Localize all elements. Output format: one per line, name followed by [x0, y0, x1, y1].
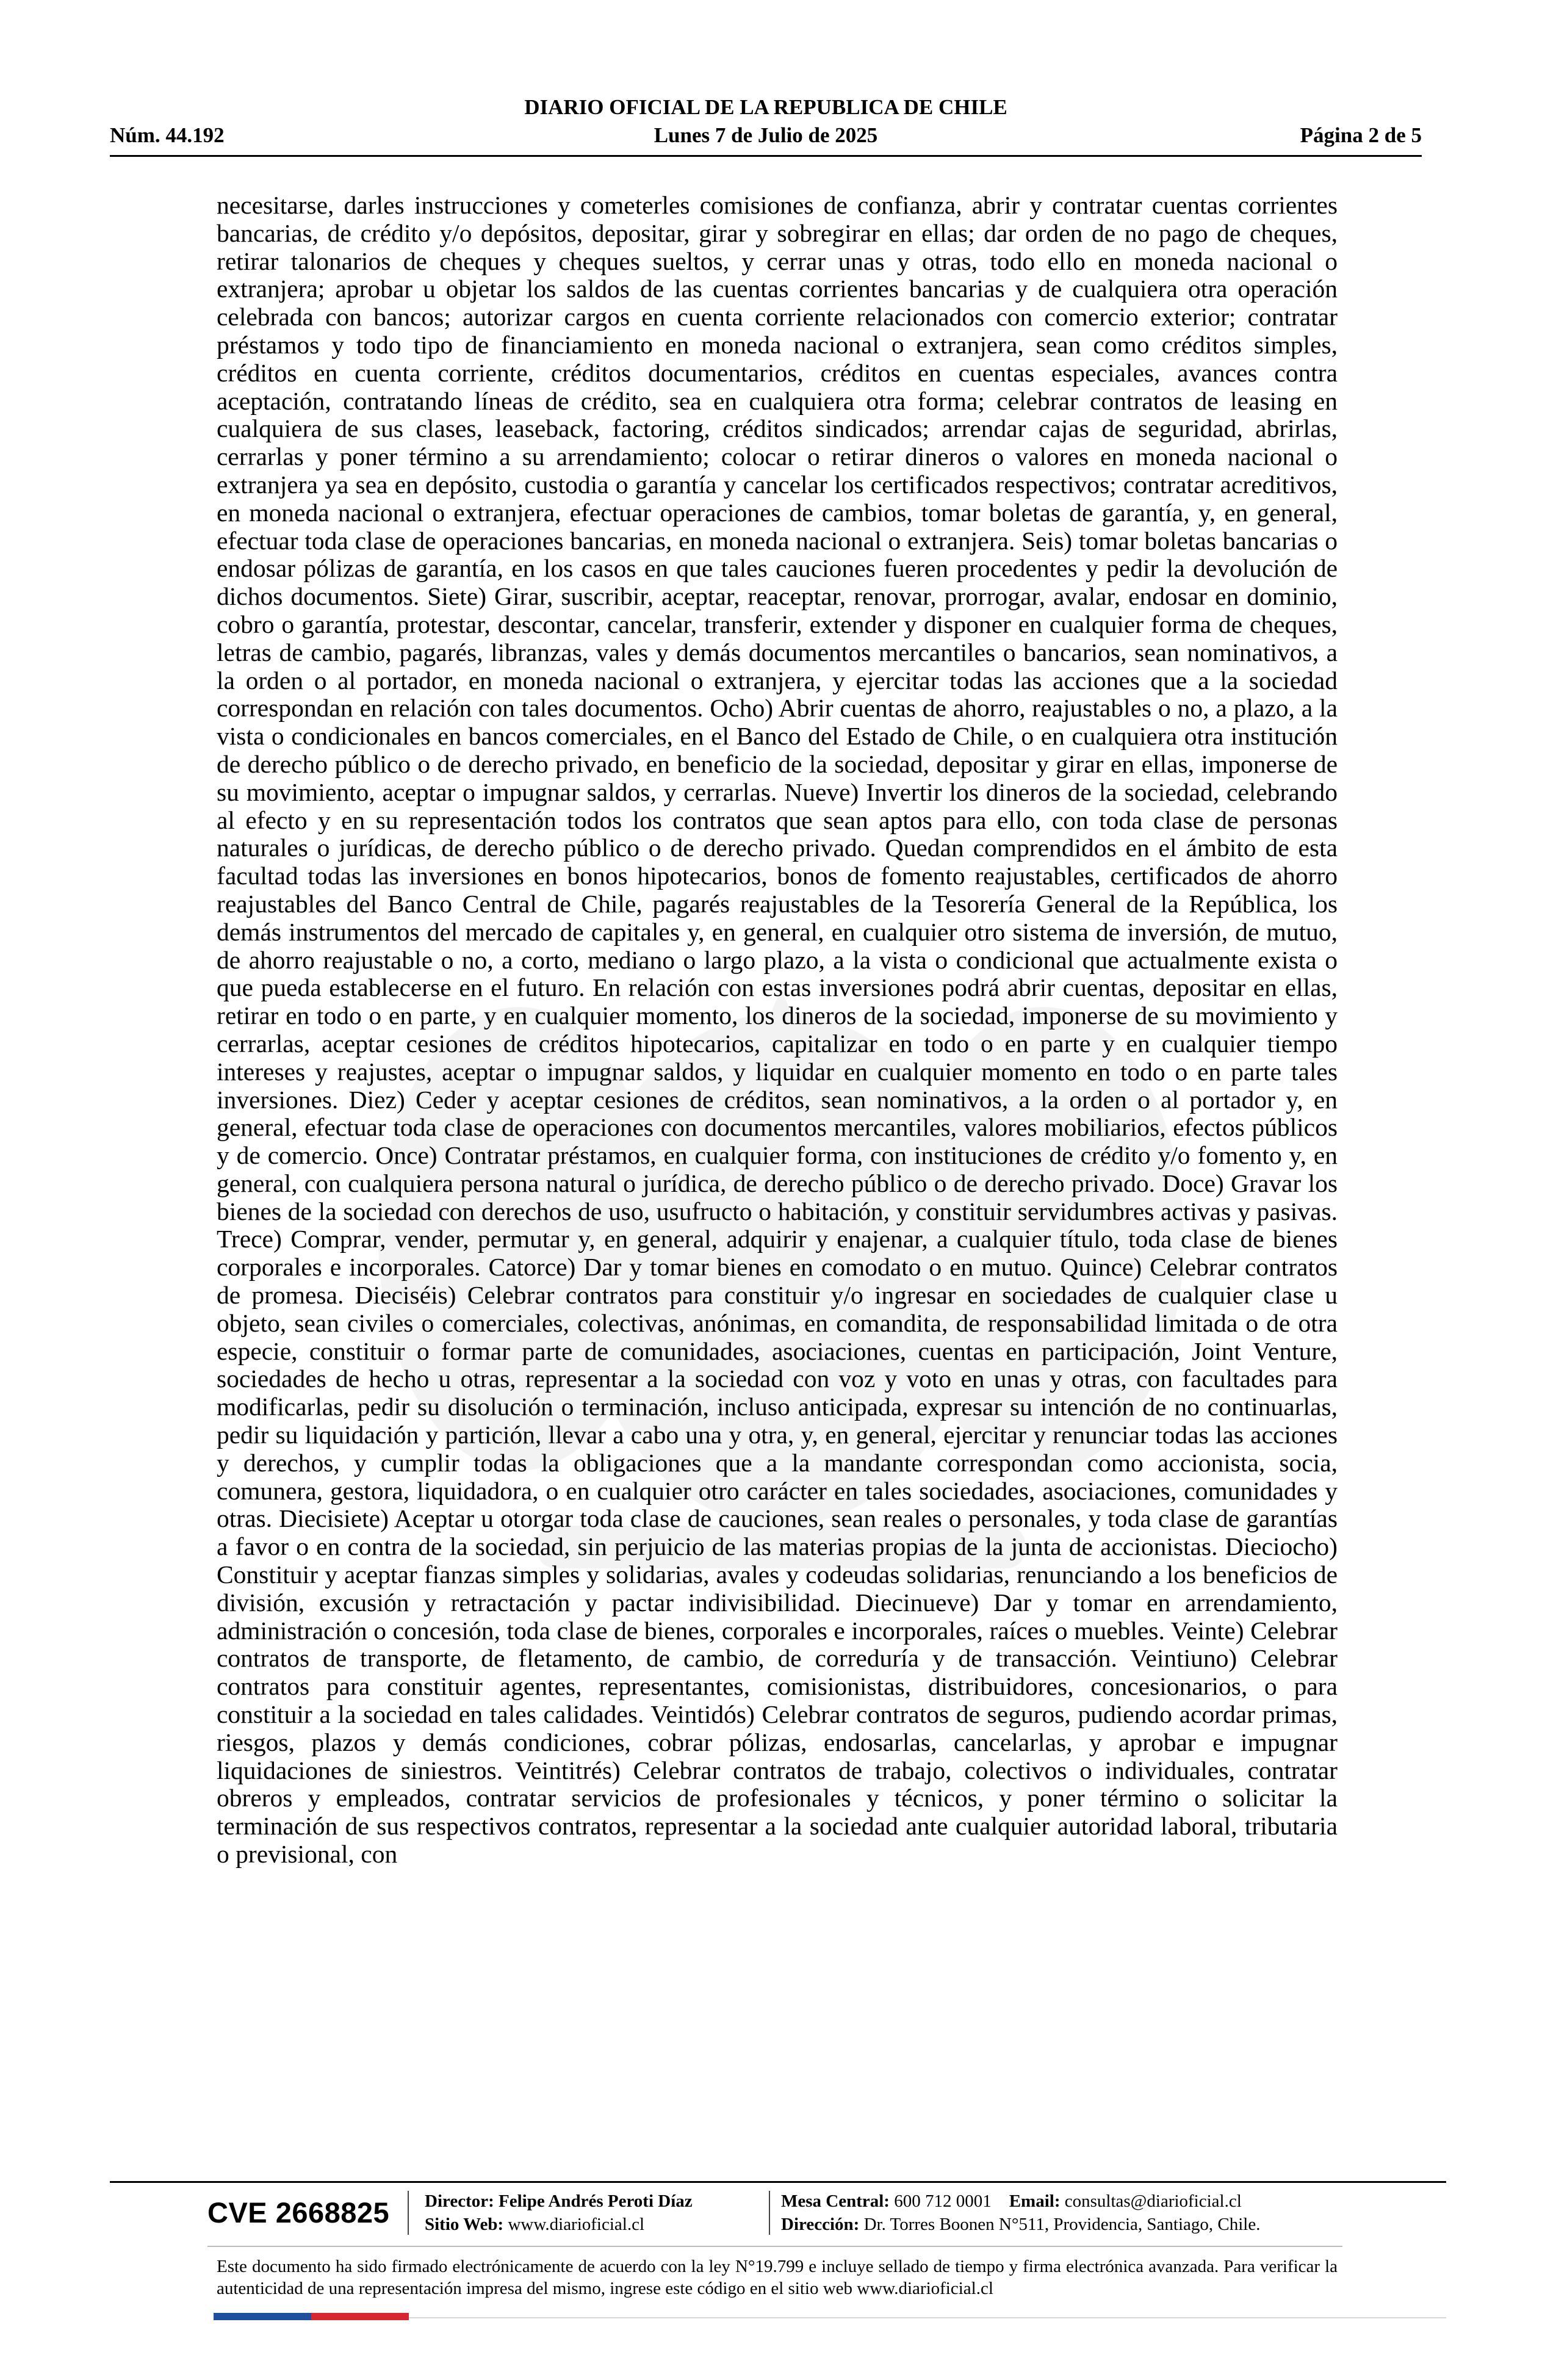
web-label: Sitio Web:: [425, 2215, 504, 2234]
page-number: Página 2 de 5: [1300, 123, 1422, 147]
flag-blue-segment: [214, 2313, 311, 2320]
footer-director-block: [425, 2190, 693, 2236]
legal-notice: Este documento ha sido firmado electrónicamente de acuerdo con la ley N°19.799 e incluye sellado de tiempo y firma electrónica avanzada. Para verificar la autenticidad de una representación impresa del mismo, ingrese este código en el sitio web www.diarioficial.cl: [217, 2257, 1338, 2298]
issue-number: Núm. 44.192: [110, 123, 225, 147]
flag-red-segment: [311, 2313, 409, 2320]
document-body: necesitarse, darles instrucciones y cometerles comisiones de confianza, abrir y contratar cuentas corrientes bancarias, de crédito y/o depósitos, depositar, girar y sobregirar en ellas; dar orden de no pago de cheques, retirar talonarios de cheques y cheques sueltos, y cerrar unas y otras, todo ello en moneda nacional o extranjera; aprobar u objetar los saldos de las cuentas corrientes bancarias y de cualquiera otra operación celebrada con bancos; autorizar cargos en cuenta corriente relacionados con comercio exterior; contratar préstamos y todo tipo de financiamiento en moneda nacional o extranjera, sean como créditos simples, créditos en cuenta corriente, créditos documentarios, créditos en cuentas especiales, avances contra aceptación, contratando líneas de crédito, sea en cualquiera otra forma; celebrar contratos de leasing en cualquiera de sus clases, leaseback, factoring, créditos sindicados; arrendar cajas de seguridad, abrirlas, cerrarlas y poner término a su arrendamiento; colocar o retirar dineros o valores en moneda nacional o extranjera ya sea en depósito, custodia o garantía y cancelar los certificados respectivos; contratar acreditivos, en moneda nacional o extranjera, efectuar operaciones de cambios, tomar boletas de garantía, y, en general, efectuar toda clase de operaciones bancarias, en moneda nacional o extranjera. Seis) tomar boletas bancarias o endosar pólizas de garantía, en los casos en que tales cauciones fueren procedentes y pedir la devolución de dichos documentos. Siete) Girar, suscribir, aceptar, reaceptar, renovar, prorrogar, avalar, endosar en dominio, cobro o garantía, protestar, descontar, cancelar, transferir, extender y disponer en cualquier forma de cheques, letras de cambio, pagarés, libranzas, vales y demás documentos mercantiles o bancarios, sean nominativos, a la orden o al portador, en moneda nacional o extranjera, y ejercitar todas las acciones que a la sociedad correspondan en relación con tales documentos. Ocho) Abrir cuentas de ahorro, reajustables o no, a plazo, a la vista o condicionales en bancos comerciales, en el Banco del Estado de Chile, o en cualquiera otra institución de derecho público o de derecho privado, en beneficio de la sociedad, depositar y girar en ellas, imponerse de su movimiento, aceptar o impugnar saldos, y cerrarlas. Nueve) Invertir los dineros de la sociedad, celebrando al efecto y en su representación todos los contratos que sean aptos para ello, con toda clase de personas naturales o jurídicas, de derecho público o de derecho privado. Quedan comprendidos en el ámbito de esta facultad todas las inversiones en bonos hipotecarios, bonos de fomento reajustables, certificados de ahorro reajustables del Banco Central de Chile, pagarés reajustables de la Tesorería General de la República, los demás instrumentos del mercado de capitales y, en general, en cualquier otro sistema de inversión, de mutuo, de ahorro reajustable o no, a corto, mediano o largo plazo, a la vista o condicional que actualmente exista o que pueda establecerse en el futuro. En relación con estas inversiones podrá abrir cuentas, depositar en ellas, retirar en todo o en parte, y en cualquier momento, los dineros de la sociedad, imponerse de su movimiento y cerrarlas, aceptar cesiones de créditos hipotecarios, capitalizar en todo o en parte y en cualquier tiempo intereses y reajustes, aceptar o impugnar saldos, y liquidar en cualquier momento en todo o en parte tales inversiones. Diez) Ceder y aceptar cesiones de créditos, sean nominativos, a la orden o al portador y, en general, efectuar toda clase de operaciones con documentos mercantiles, valores mobiliarios, efectos públicos y de comercio. Once) Contratar préstamos, en cualquier forma, con instituciones de crédito y/o fomento y, en general, con cualquiera persona natural o jurídica, de derecho público o de derecho privado. Doce) Gravar los bienes de la sociedad con derechos de uso, usufructo o habitación, y constituir servidumbres activas y pasivas. Trece) Comprar, vender, permutar y, en general, adquirir y enajenar, a cualquier título, toda clase de bienes corporales e incorporales. Catorce) Dar y tomar bienes en comodato o en mutuo. Quince) Celebrar contratos de promesa. Dieciséis) Celebrar contratos para constituir y/o ingresar en sociedades de cualquier clase u objeto, sean civiles o comerciales, colectivas, anónimas, en comandita, de responsabilidad limitada o de otra especie, constituir o formar parte de comunidades, asociaciones, cuentas en participación, Joint Venture, sociedades de hecho u otras, representar a la sociedad con voz y voto en unas y otras, con facultades para modificarlas, pedir su disolución o terminación, incluso anticipada, expresar su intención de no continuarlas, pedir su liquidación y partición, llevar a cabo una y otra, y, en general, ejercitar y renunciar todas las acciones y derechos, y cumplir todas la obligaciones que a la mandante correspondan como accionista, socia, comunera, gestora, liquidadora, o en cualquier otro carácter en tales sociedades, asociaciones, comunidades y otras. Diecisiete) Aceptar u otorgar toda clase de cauciones, sean reales o personales, y toda clase de garantías a favor o en contra de la sociedad, sin perjuicio de las materias propias de la junta de accionistas. Dieciocho) Constituir y aceptar fianzas simples y solidarias, avales y codeudas solidarias, renunciando a los beneficios de división, excusión y retractación y pactar indivisibilidad. Diecinueve) Dar y tomar en arrendamiento, administración o concesión, toda clase de bienes, corporales e incorporales, raíces o muebles. Veinte) Celebrar contratos de transporte, de fletamento, de cambio, de correduría y de transacción. Veintiuno) Celebrar contratos para constituir agentes, representantes, comisionistas, distribuidores, concesionarios, o para constituir a la sociedad en tales calidades. Veintidós) Celebrar contratos de seguros, pudiendo acordar primas, riesgos, plazos y demás condiciones, cobrar pólizas, endosarlas, cancelarlas, y aprobar e impugnar liquidaciones de siniestros. Veintitrés) Celebrar contratos de trabajo, colectivos o individuales, contratar obreros y empleados, contratar servicios de profesionales y técnicos, y poner término o solicitar la terminación de sus respectivos contratos, representar a la sociedad ante cualquier autoridad laboral, tributaria o previsional, con: [217, 191, 1338, 1869]
web-link[interactable]: www.diarioficial.cl: [508, 2215, 645, 2234]
director-name: Felipe Andrés Peroti Díaz: [499, 2191, 693, 2211]
footer-separator: [769, 2191, 770, 2235]
footer-divider-top: [110, 2181, 1446, 2183]
address-value: Dr. Torres Boonen N°511, Providencia, Santiago, Chile.: [863, 2215, 1261, 2234]
publication-title: DIARIO OFICIAL DE LA REPUBLICA DE CHILE: [524, 95, 1007, 119]
email-label: Email:: [1009, 2191, 1061, 2211]
mesa-label: Mesa Central:: [781, 2191, 890, 2211]
cve-code: CVE 2668825: [207, 2196, 390, 2229]
address-label: Dirección:: [781, 2215, 860, 2234]
issue-date: Lunes 7 de Julio de 2025: [654, 123, 878, 147]
footer-info: [207, 2187, 1342, 2236]
page-header: [110, 95, 1422, 156]
footer-divider-mid: [207, 2246, 1342, 2247]
footer-separator: [408, 2191, 409, 2235]
director-label: Director:: [425, 2191, 494, 2211]
mesa-phone: 600 712 0001: [894, 2191, 992, 2211]
flag-stripe: [214, 2313, 409, 2320]
footer-contact-block: [781, 2190, 1260, 2236]
email-link[interactable]: consultas@diarioficial.cl: [1064, 2191, 1242, 2211]
footer-divider-bottom: [409, 2317, 1446, 2318]
header-divider: [110, 155, 1422, 157]
